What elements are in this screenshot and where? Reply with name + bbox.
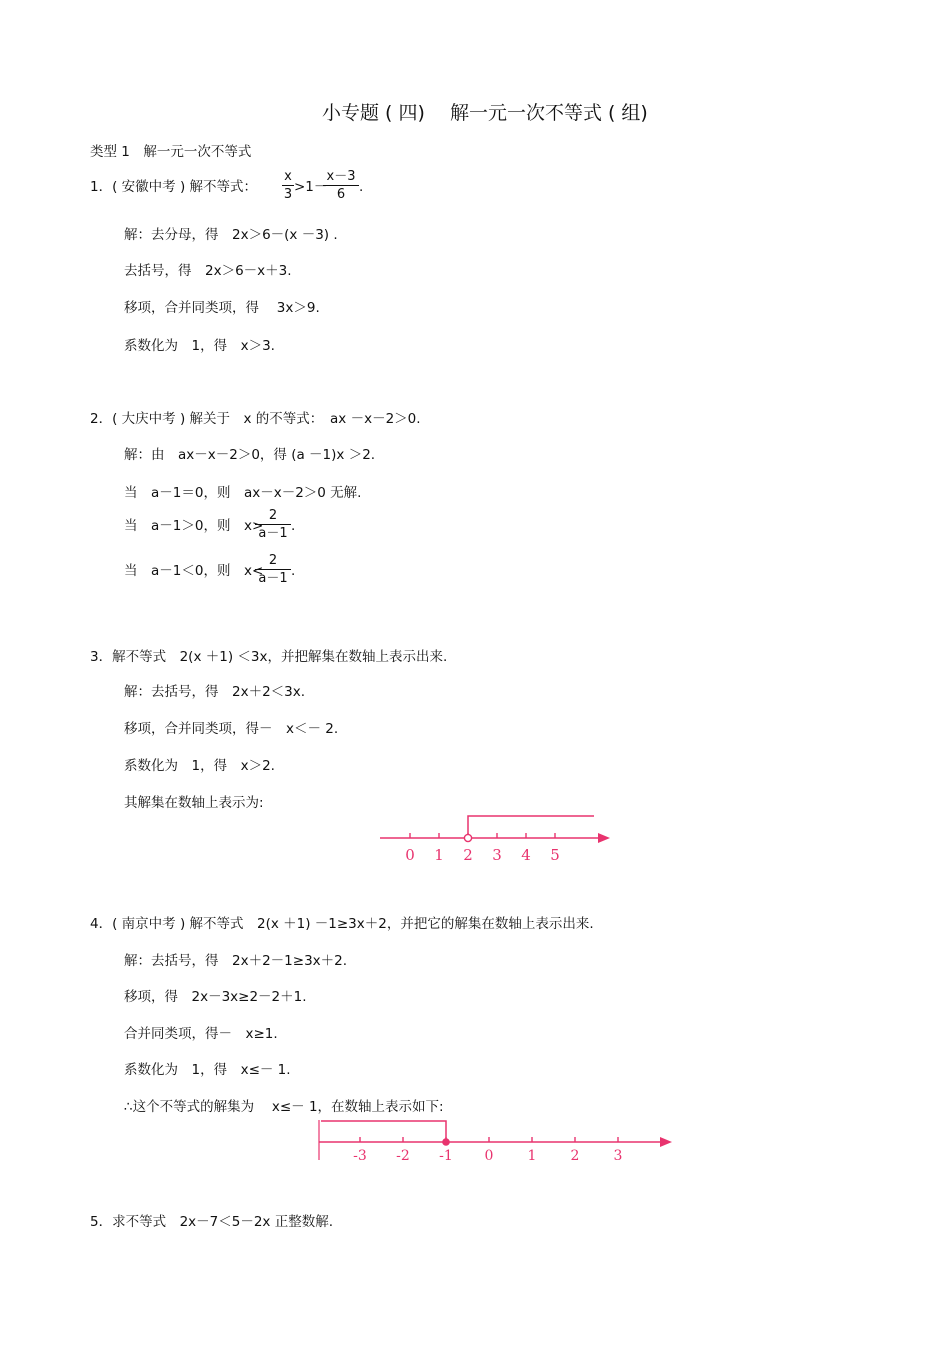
q2-frac-denominator: a－1 — [258, 571, 288, 586]
q4-step: ∴这个不等式的解集为 x≤－ 1，在数轴上表示如下: — [124, 1099, 444, 1115]
q3-tick-label: 1 — [434, 846, 444, 864]
page-title: 小专题 ( 四) 解一元一次不等式 ( 组) — [322, 102, 648, 124]
q2-end: . — [291, 518, 296, 534]
q4-step: 系数化为 1，得 x≤－ 1. — [124, 1062, 291, 1078]
q2-frac-numerator: 2 — [268, 508, 278, 523]
q3-prompt: 3．解不等式 2(x ＋1) ＜3x，并把解集在数轴上表示出来. — [90, 649, 448, 665]
q3-axis-arrow — [598, 833, 610, 843]
q3-tick-label: 4 — [521, 846, 531, 864]
q4-tick-label: 2 — [570, 1148, 580, 1164]
q3-tick-label: 5 — [550, 846, 560, 864]
q4-solution-ray — [321, 1121, 446, 1140]
q4-tick-label: -3 — [353, 1148, 367, 1164]
q4-closed-endpoint — [442, 1138, 450, 1146]
q4-step: 解：去括号，得 2x＋2－1≥3x＋2. — [124, 953, 348, 969]
q2-frac-denominator: a－1 — [258, 526, 288, 541]
q1-step: 移项，合并同类项，得 3x＞9. — [124, 300, 320, 316]
q1-frac2-numerator: x－3 — [326, 169, 356, 184]
q1-fraction-x-over-3 — [282, 170, 294, 201]
q4-tick-label: -1 — [439, 1148, 453, 1164]
q2-step: 当 a－1＝0，则 ax－x－2＞0 无解. — [124, 485, 362, 501]
q2-end: . — [291, 563, 296, 579]
q1-end: . — [359, 179, 364, 195]
q3-tick-label: 3 — [492, 846, 502, 864]
q2-case-greater: 当 a－1＞0，则 x> — [124, 518, 264, 534]
q1-step: 去括号，得 2x＞6－x＋3. — [124, 263, 292, 279]
q2-case-less: 当 a－1＜0，则 x< — [124, 563, 264, 579]
type1-heading: 类型 1 解一元一次不等式 — [90, 144, 252, 160]
q4-tick-label: 1 — [527, 1148, 537, 1164]
q4-tick-label: 0 — [484, 1148, 494, 1164]
q4-prompt: 4．( 南京中考 ) 解不等式 2(x ＋1) －1≥3x＋2，并把它的解集在数轴上表示出来. — [90, 916, 594, 932]
q2-frac-numerator: 2 — [268, 553, 278, 568]
q2-fraction-2-over-a-1 — [255, 509, 291, 540]
q3-solution-ray — [468, 816, 594, 834]
q1-step: 解：去分母，得 2x＞6－(x －3) . — [124, 227, 338, 243]
q1-frac1-numerator: x — [284, 169, 292, 184]
q1-mid: >1－ — [294, 179, 328, 195]
q3-step: 解：去括号，得 2x＋2＜3x. — [124, 684, 306, 700]
q3-open-endpoint — [464, 834, 471, 841]
q4-tick-label: -2 — [396, 1148, 410, 1164]
q4-step: 合并同类项，得－ x≥1. — [124, 1026, 278, 1042]
q2-step: 解：由 ax－x－2＞0，得 (a －1)x ＞2. — [124, 447, 376, 463]
q5-prompt: 5．求不等式 2x－7＜5－2x 正整数解. — [90, 1214, 334, 1230]
q2-prompt: 2．( 大庆中考 ) 解关于 x 的不等式： ax －x－2＞0. — [90, 411, 421, 427]
q1-step: 系数化为 1，得 x＞3. — [124, 338, 275, 354]
q3-tick-label: 2 — [463, 846, 473, 864]
q4-tick-label: 3 — [613, 1148, 623, 1164]
q1-frac1-denominator: 3 — [283, 187, 293, 202]
q1-fraction-x-3-over-6 — [323, 170, 359, 201]
q1-prompt: 1．( 安徽中考 ) 解不等式： — [90, 179, 257, 195]
q3-number-line — [378, 810, 618, 865]
q1-frac2-denominator: 6 — [336, 187, 346, 202]
q3-step: 移项，合并同类项，得－ x＜－ 2. — [124, 721, 339, 737]
q2-fraction-2-over-a-1 — [255, 554, 291, 585]
q3-step: 其解集在数轴上表示为: — [124, 795, 264, 811]
q3-step: 系数化为 1，得 x＞2. — [124, 758, 275, 774]
q4-step: 移项，得 2x－3x≥2－2＋1. — [124, 989, 307, 1005]
q4-axis-arrow — [660, 1137, 672, 1147]
q4-number-line — [316, 1118, 676, 1164]
q3-tick-label: 0 — [405, 846, 415, 864]
